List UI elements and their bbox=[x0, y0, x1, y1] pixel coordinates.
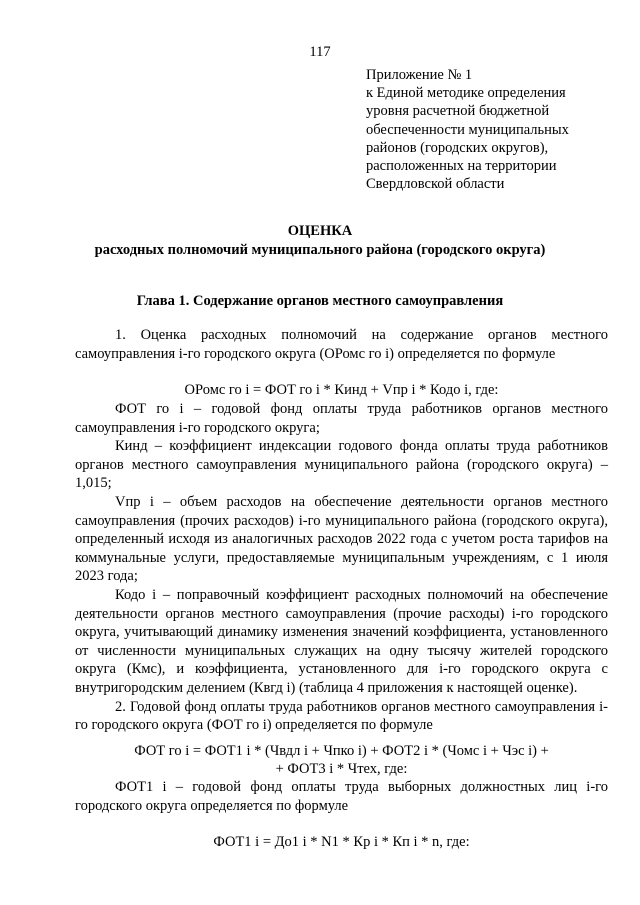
appendix-line: Свердловской области bbox=[366, 176, 505, 193]
paragraph-1: 1. Оценка расходных полномочий на содержание органов местного самоуправления i-го городского округа (ОРомс го i) определяется по формуле bbox=[75, 327, 608, 362]
appendix-line: районов (городских округов), bbox=[366, 139, 549, 156]
chapter-heading: Глава 1. Содержание органов местного самоуправления bbox=[136, 293, 504, 309]
formula-fot-line-2: + ФОТ3 i * Чтех, где: bbox=[275, 761, 408, 777]
appendix-line: Приложение № 1 bbox=[366, 67, 473, 83]
document-subtitle: расходных полномочий муниципального района (городского округа) bbox=[94, 242, 546, 258]
appendix-line: расположенных на территории bbox=[366, 158, 557, 175]
section-1-intro bbox=[75, 326, 608, 363]
document-title: ОЦЕНКА bbox=[287, 223, 353, 239]
formula-fot-line-1: ФОТ го i = ФОТ1 i * (Чвдл i + Чпко i) + ФОТ2 i * (Чомс i + Чэс i) + bbox=[134, 743, 549, 759]
formula-fot1: ФОТ1 i = До1 i * N1 * Кр i * Кп i * n, где: bbox=[213, 834, 470, 850]
formula-or-oms: ОРомс го i = ФОТ го i * Кинд + Vпр i * Кодо i, где: bbox=[184, 382, 499, 398]
appendix-line: обеспеченности муниципальных bbox=[366, 121, 569, 138]
definition-kodo: Кодо i – поправочный коэффициент расходных полномочий на обеспечение деятельности органов местного самоуправления (прочие расходы) i-го городского округа, учитывающий динамику изменения значений коэффициента, установленного от численности муниципальных служащих на одну тысячу жителей городского округа (Кмс), и коэффициента, установленного для i-го городского округа с внутригородским делением (Квгд i) (таблица 4 приложения к настоящей оценке). bbox=[75, 586, 608, 696]
section-1-definitions bbox=[75, 400, 608, 735]
definition-fot1: ФОТ1 i – годовой фонд оплаты труда выборных должностных лиц i-го городского округа определяется по формуле bbox=[75, 779, 608, 814]
paragraph-2: 2. Годовой фонд оплаты труда работников органов местного самоуправления i-го городского округа (ФОТ го i) определяется по формуле bbox=[75, 698, 608, 734]
appendix-line: к Единой методике определения bbox=[366, 85, 566, 102]
section-2-definitions bbox=[75, 778, 608, 815]
page-number: 117 bbox=[309, 44, 331, 60]
definition-vpr: Vпр i – объем расходов на обеспечение деятельности органов местного самоуправления (прочих расходов) i-го муниципального района (городского округа), определенный исходя из аналогичных расходов 2022 года с учетом роста тарифов на коммунальные услуги, предоставляемые муниципальным учреждениям, с 1 июля 2023 года; bbox=[75, 493, 608, 585]
definition-kind: Кинд – коэффициент индексации годового фонда оплаты труда работников органов местного самоуправления муниципального района (городского округа) – 1,015; bbox=[75, 438, 608, 492]
definition-fot: ФОТ го i – годовой фонд оплаты труда работников органов местного самоуправления i-го городского округа; bbox=[75, 401, 608, 436]
appendix-line: уровня расчетной бюджетной bbox=[366, 103, 550, 120]
appendix-caption bbox=[366, 66, 628, 193]
